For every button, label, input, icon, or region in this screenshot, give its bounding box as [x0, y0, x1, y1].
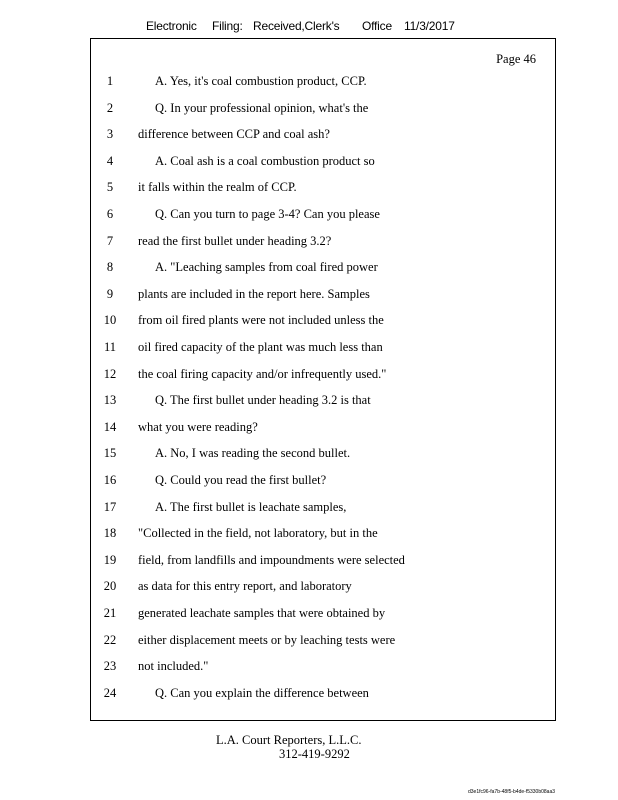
transcript-line [91, 579, 555, 599]
transcript-line [91, 526, 555, 546]
line-text: A. Yes, it's coal combustion product, CCP. [155, 74, 367, 88]
line-number: 11 [103, 340, 117, 354]
line-number: 12 [103, 366, 117, 381]
line-number: 20 [103, 579, 117, 594]
line-text: not included." [138, 659, 209, 674]
line-number: 24 [103, 685, 117, 700]
transcript-line [91, 154, 555, 174]
filing-header-office: Office [362, 19, 392, 33]
transcript-line [91, 500, 555, 520]
line-text: Q. In your professional opinion, what's the [155, 100, 369, 115]
line-number: 4 [106, 153, 114, 168]
line-text: A. Coal ash is a coal combustion product so [155, 153, 375, 168]
line-text: difference between CCP and coal ash? [138, 127, 330, 142]
line-number: 19 [103, 552, 117, 567]
line-number: 22 [103, 632, 117, 647]
filing-header-received: Received,Clerk's [253, 19, 340, 33]
transcript-line [91, 473, 555, 493]
line-text: Q. Can you turn to page 3-4? Can you please [155, 207, 380, 221]
transcript-line [91, 101, 555, 121]
court-reporter-phone: 312-419-9292 [279, 747, 350, 761]
transcript-line [91, 180, 555, 200]
line-number: 3 [106, 127, 114, 142]
line-text: "Collected in the field, not laboratory, but in the [138, 526, 378, 541]
transcript-line [91, 287, 555, 307]
page-number: Page 46 [496, 52, 536, 66]
line-text: the coal firing capacity and/or infrequently used." [138, 366, 387, 381]
transcript-line [91, 127, 555, 147]
line-text: Q. Could you read the first bullet? [155, 473, 327, 487]
line-number: 5 [106, 180, 114, 195]
line-text: it falls within the realm of CCP. [138, 180, 297, 195]
court-reporter-name: L.A. Court Reporters, L.L.C. [216, 733, 362, 747]
line-number: 15 [103, 446, 117, 461]
line-text: from oil fired plants were not included unless the [138, 313, 384, 328]
line-number: 18 [103, 526, 117, 541]
line-number: 6 [106, 207, 114, 221]
transcript-line [91, 207, 555, 227]
transcript-line [91, 74, 555, 94]
transcript-line [91, 553, 555, 573]
line-text: Q. The first bullet under heading 3.2 is that [155, 393, 371, 408]
line-text: A. "Leaching samples from coal fired power [155, 260, 378, 275]
transcript-line [91, 659, 555, 679]
line-text: plants are included in the report here. Samples [138, 286, 370, 301]
transcript-line [91, 606, 555, 626]
line-text: as data for this entry report, and laboratory [138, 579, 352, 594]
document-id: d3e1fc96-fa7b-48f5-b4de-f5330b08aa3 [468, 789, 556, 795]
transcript-line [91, 633, 555, 653]
line-number: 10 [103, 313, 117, 328]
transcript-line [91, 420, 555, 440]
line-text: what you were reading? [138, 419, 258, 434]
line-number: 21 [103, 606, 117, 620]
transcript-line [91, 367, 555, 387]
transcript-line [91, 686, 555, 706]
line-text: read the first bullet under heading 3.2? [138, 233, 332, 248]
line-text: generated leachate samples that were obtained by [138, 606, 386, 620]
transcript-page [90, 38, 556, 721]
line-text: oil fired capacity of the plant was much less than [138, 340, 383, 354]
line-number: 23 [103, 659, 117, 674]
line-number: 17 [103, 499, 117, 514]
transcript-line [91, 260, 555, 280]
filing-header-date: 11/3/2017 [404, 19, 455, 33]
line-number: 13 [103, 393, 117, 408]
transcript-line [91, 340, 555, 360]
line-number: 2 [106, 100, 114, 115]
line-text: A. No, I was reading the second bullet. [155, 446, 351, 461]
transcript-line [91, 234, 555, 254]
line-text: Q. Can you explain the difference between [155, 685, 369, 700]
transcript-line [91, 393, 555, 413]
transcript-line [91, 313, 555, 333]
line-number: 9 [106, 286, 114, 301]
line-number: 14 [103, 419, 117, 434]
line-number: 16 [103, 473, 117, 487]
line-text: field, from landfills and impoundments were selected [138, 552, 405, 567]
transcript-line [91, 446, 555, 466]
line-text: either displacement meets or by leaching tests were [138, 632, 396, 647]
filing-header-filing: Filing: [212, 19, 243, 33]
line-number: 1 [106, 74, 114, 88]
line-number: 7 [106, 233, 114, 248]
filing-header-electronic: Electronic [146, 19, 197, 33]
line-number: 8 [106, 260, 114, 275]
line-text: A. The first bullet is leachate samples, [155, 499, 347, 514]
